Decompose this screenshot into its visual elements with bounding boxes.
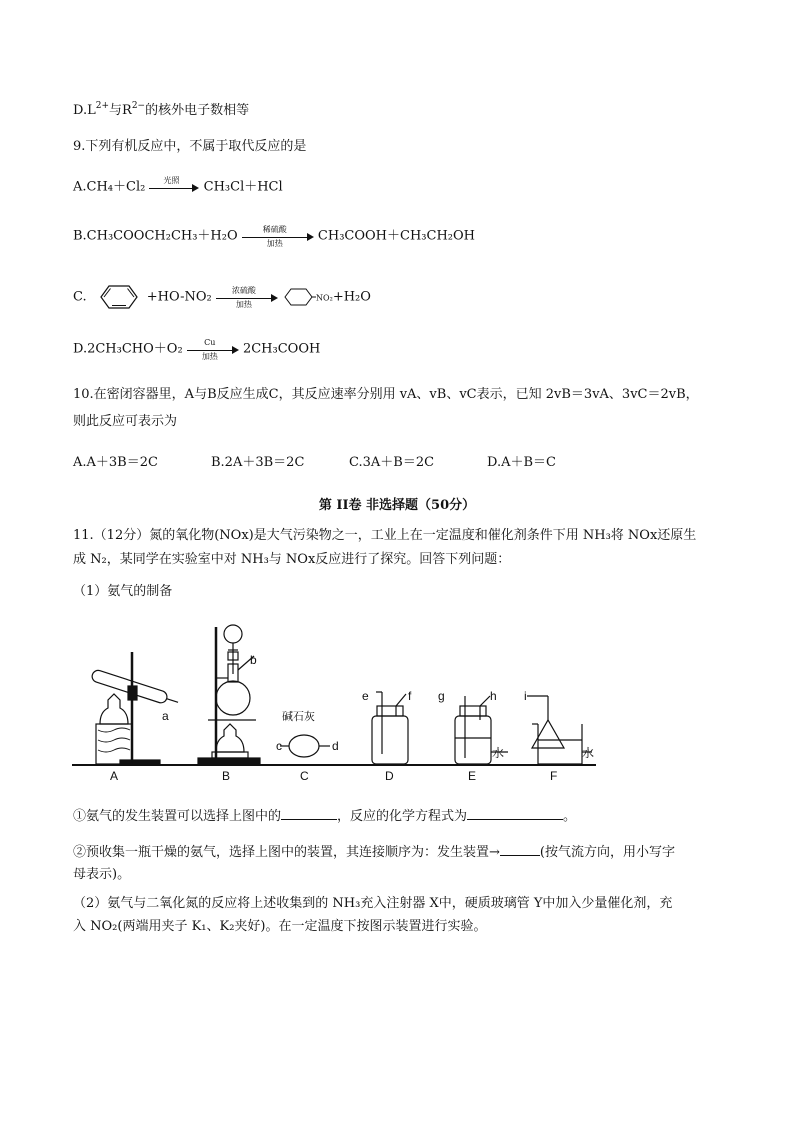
q9-c-water: +H₂O xyxy=(332,289,371,305)
label-d: d xyxy=(332,739,339,753)
caption-c: C xyxy=(300,769,309,782)
q10-stem-line-2: 则此反应可表示为 xyxy=(73,414,178,429)
caption-e: E xyxy=(468,769,477,782)
label-i: i xyxy=(524,689,527,703)
label-soda-lime: 碱石灰 xyxy=(282,711,315,723)
label-c: c xyxy=(276,739,282,753)
q11-sub-2-text-b: (按气流方向，用小写字 xyxy=(539,845,675,860)
q9-d-condition-bottom: 加热 xyxy=(201,352,218,361)
q9-c-nitro-group: NO₂ xyxy=(316,293,333,303)
q9-b-condition-top: 稀硫酸 xyxy=(262,225,287,234)
label-water-e: 水 xyxy=(492,746,505,760)
answer-blank-equation[interactable] xyxy=(467,806,563,820)
answer-blank-order[interactable] xyxy=(500,842,540,856)
q9-a-condition: 光照 xyxy=(163,176,180,185)
reaction-arrow xyxy=(216,286,278,309)
q10-option-a: A.A＋3B＝2C xyxy=(73,455,158,470)
q9-c-condition-bottom: 加热 xyxy=(235,300,252,309)
q9-b-products: CH₃COOH＋CH₃CH₂OH xyxy=(317,228,476,244)
q8-d-charge-2: 2− xyxy=(131,101,146,111)
q11-sub-1-text-a: ①氨气的发生装置可以选择上图中的 xyxy=(73,809,282,824)
q9-a-products: CH₃Cl＋HCl xyxy=(203,179,283,195)
label-e: e xyxy=(362,689,369,703)
q11-sub-1-text-c: 。 xyxy=(563,809,577,824)
q11-part-2-line-1: （2）氨气与二氧化氮的反应将上述收集到的 NH₃充入注射器 X中，硬质玻璃管 Y中加入少量催化剂，充 xyxy=(73,896,673,911)
q9-d-reactants: D.2CH₃CHO＋O₂ xyxy=(73,341,183,357)
q9-b-condition-bottom: 加热 xyxy=(266,239,283,248)
label-g: g xyxy=(438,689,445,703)
benzene-ring-icon xyxy=(91,284,147,310)
q9-option-a xyxy=(73,178,283,197)
apparatus-figure xyxy=(70,612,600,782)
q9-d-products: 2CH₃COOH xyxy=(242,341,321,357)
q8-d-prefix: D.L xyxy=(73,103,96,118)
q8-d-charge-1: 2+ xyxy=(95,101,110,111)
q11-sub-1-text-b: ，反应的化学方程式为 xyxy=(337,809,468,824)
caption-a: A xyxy=(110,769,119,782)
q9-b-reactants: B.CH₃COOCH₂CH₃＋H₂O xyxy=(73,228,238,244)
label-a: a xyxy=(162,709,169,723)
q11-sub-2-text-a: ②预收集一瓶干燥的氨气，选择上图中的装置，其连接顺序为：发生装置→ xyxy=(73,845,500,860)
reaction-arrow xyxy=(242,225,314,248)
q9-option-d xyxy=(73,340,320,359)
caption-f: F xyxy=(550,769,558,782)
q11-part-2-line-2: 入 NO₂(两端用夹子 K₁、K₂夹好)。在一定温度下按图示装置进行实验。 xyxy=(73,919,487,934)
label-f: f xyxy=(408,689,412,703)
answer-blank-device[interactable] xyxy=(281,806,337,820)
q9-c-condition-top: 浓硫酸 xyxy=(231,286,256,295)
label-water-f: 水 xyxy=(582,746,595,760)
q9-c-reagent: +HO-NO₂ xyxy=(146,289,212,305)
q8-option-d xyxy=(73,97,249,120)
q8-d-mid: 与R xyxy=(109,103,132,118)
q9-a-reactants: A.CH₄＋Cl₂ xyxy=(73,179,146,195)
label-b: b xyxy=(250,653,257,667)
q8-d-rest: 的核外电子数相等 xyxy=(145,103,250,118)
section-title: 第 II卷 非选择题（50分） xyxy=(318,498,476,513)
q9-option-b xyxy=(73,227,475,246)
q11-sub-2-line-2: 母表示)。 xyxy=(73,867,131,882)
q9-stem: 9.下列有机反应中，不属于取代反应的是 xyxy=(73,139,307,154)
caption-d: D xyxy=(385,769,394,782)
label-h: h xyxy=(490,689,497,703)
q11-sub-2 xyxy=(73,842,675,862)
reaction-arrow xyxy=(149,178,199,196)
q10-option-b: B.2A＋3B＝2C xyxy=(211,455,305,470)
q10-options xyxy=(73,454,625,472)
q11-stem-line-2: 成 N₂，某同学在实验室中对 NH₃与 NOx反应进行了探究。回答下列问题： xyxy=(73,552,511,567)
q11-part-1-title: （1）氨气的制备 xyxy=(73,584,173,599)
q11-stem-line-1: 11.（12分）氮的氧化物(NOx)是大气污染物之一，工业上在一定温度和催化剂条件下用 NH₃将 NOx还原生 xyxy=(73,528,697,543)
q10-option-c: C.3A＋B＝2C xyxy=(349,455,435,470)
reaction-arrow xyxy=(187,338,239,361)
q10-stem-line-1: 10.在密闭容器里，A与B反应生成C，其反应速率分别用 vA、vB、vC表示，已知 2vB＝3vA、3vC＝2vB， xyxy=(73,387,699,402)
q9-option-c xyxy=(73,284,371,310)
q11-sub-1 xyxy=(73,806,576,826)
nitrobenzene-ring-icon xyxy=(282,287,316,307)
caption-b: B xyxy=(222,769,231,782)
q10-option-d: D.A＋B＝C xyxy=(487,455,556,470)
q9-d-catalyst: Cu xyxy=(204,338,216,347)
q9-c-label: C. xyxy=(73,289,87,305)
